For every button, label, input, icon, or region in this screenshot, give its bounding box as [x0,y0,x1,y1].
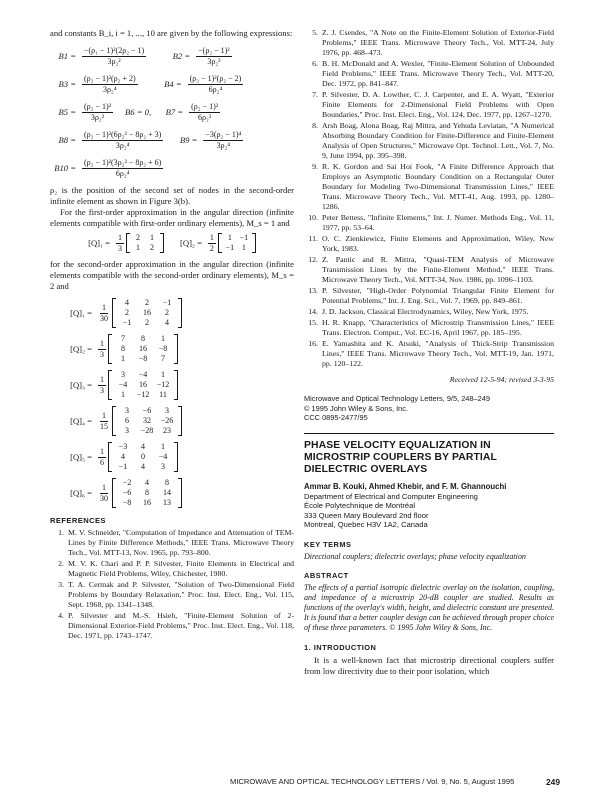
reference-item [304,121,554,161]
reference-item [50,528,294,558]
scalar-fraction [208,233,216,254]
matrix-lhs: [Q]₃ = [70,380,92,390]
footer-journal: MICROWAVE AND OPTICAL TECHNOLOGY LETTERS / Vol. 9, No. 5, August 1995 [230,777,515,786]
numerator: (ρ₂ − 1)²(3ρ₂² − 8ρ₂ + 6) [84,157,162,167]
denominator: 15 [100,421,108,431]
numerator: 1 [100,338,104,348]
reference-text: T. A. Cermak and P. Silvester, "Solution of Two-Dimensional Field Problems by Boundary Relaxation," Proc. Inst. Elect. Eng., Vol. 115, Sept. 1968, pp. 1341–1348. [68,580,294,609]
right-references-list [304,28,554,369]
matrix-cell: 1 [161,334,165,343]
numerator: 1 [102,482,106,492]
matrix-cell: 4 [141,462,145,471]
matrix-cell: −12 [156,380,170,389]
matrix-cell: −8 [158,344,168,353]
reference-number: 10. [308,213,318,222]
reference-number: 5. [312,28,318,37]
numerator: (ρ₂ − 1)²(ρ₂ − 2) [189,73,242,83]
matrix-equation [50,404,294,438]
scalar-fraction [98,447,106,468]
matrix [108,334,178,364]
matrix-cell: 4 [125,298,129,307]
matrix-equation [50,368,294,402]
eq-lhs: B7 = [165,107,184,117]
matrix-cell: 1 [150,233,154,242]
reference-text: J. D. Jackson, Classical Electrodynamics, Wiley, New York, 1975. [322,307,529,316]
matrix-equation [50,332,294,366]
matrix-cell: 1 [227,233,232,242]
denominator: 2 [209,243,214,253]
numerator: 1 [118,232,122,242]
matrix-cell: 16 [143,498,151,507]
equation-block [50,43,294,181]
denominator: 6ρ₂² [198,112,212,122]
matrix-cell: −1 [118,462,128,471]
matrix-cell: −1 [239,233,249,242]
eq-lhs: B3 = [58,79,76,89]
matrix-cell: 0 [141,452,145,461]
matrix-cell: 16 [143,308,151,317]
key-terms-heading: KEY TERMS [304,539,352,549]
matrix-cell: 11 [159,390,167,399]
introduction-text: It is a well-known fact that microstrip directional couplers suffer from low directivity due to their poor isolation, which [304,654,554,676]
reference-item [50,611,294,641]
scalar-fraction [98,303,110,324]
reference-item [304,90,554,120]
reference-item [304,339,554,369]
denominator: 3ρ₂⁴ [216,140,231,150]
denominator: 30 [100,493,108,503]
matrix-lhs: [Q]₁ = [88,238,110,248]
reference-item [304,28,554,58]
numerator: (ρ₂ − 1)² [84,101,112,111]
left-references-list [50,528,294,641]
eq-mid: B6 = 0, [125,107,152,117]
denominator: 30 [100,313,108,323]
matrix-cell: 2 [145,298,149,307]
numerator: −(ρ₂ − 1)² [198,45,230,55]
matrix-cell: −4 [158,452,168,461]
reference-text: R. K. Gordon and Sai Hoi Fook, "A Finite Difference Approach that Employs an Asymptotic Boundary Condition on a Rectangular Outer Boundary for Modeling Two-Dimensional Transmission Lines," IEEE Trans. Microwave Theory Tech., Vol. MTT-41, Aug. 1993, pp. 1280–1286. [322,162,554,211]
numerator: −3(ρ₂ − 1)⁴ [205,129,242,139]
numerator: 1 [100,446,104,456]
matrix [112,406,182,436]
matrix-cell: −28 [140,426,154,435]
matrix-cell: 1 [136,243,140,252]
denominator: 3ρ₂² [90,112,105,122]
fraction [203,130,243,151]
reference-item [50,559,294,579]
reference-text: M. V. Schneider, "Computation of Impedance and Attenuation of TEM-Lines by Finite Difference Methods," IEEE Trans. Microwave Theory Tech., Vol. MTT-13, Nov. 1965, pp. 793–800. [68,528,294,557]
matrix-cell: 14 [163,488,171,497]
matrix [126,233,164,253]
second-order-matrices [50,296,294,510]
matrix-cell: 4 [145,478,149,487]
eq-lhs: B10 = [54,163,76,173]
equation-row [50,127,294,153]
introduction-heading: 1. INTRODUCTION [304,642,377,652]
reference-number: 4. [58,611,64,620]
reference-item [304,162,554,212]
eq-lhs: B5 = [58,107,76,117]
article-title: PHASE VELOCITY EQUALIZATION IN MICROSTRIP COUPLERS BY PARTIAL DIELECTRIC OVERLAYS [304,439,497,475]
matrix-cell: 7 [161,354,165,363]
reference-text: E. Yamashita and K. Atsuki, "Analysis of Thick-Strip Transmission Lines," IEEE Trans. Microwave Theory Tech., Vol. MTT-19, Jan. 1971, pp. 120–122. [322,339,554,368]
fraction [188,74,244,95]
article-authors: Ammar B. Kouki, Ahmed Khebir, and F. M. Ghannouchi [304,481,507,491]
matrix-cell: 13 [163,498,171,507]
matrix-cell: 32 [143,416,151,425]
reference-text: Peter Bettess, "Infinite Elements," Int. J. Numer. Methods Eng., Vol. 11, 1977, pp. 53–64. [322,213,554,232]
numerator: (ρ₂ − 1)² [191,101,219,111]
eq-lhs: B8 = [58,135,76,145]
matrix-lhs: [Q]₂ = [70,344,92,354]
reference-item [304,255,554,285]
reference-item [50,580,294,610]
matrix-cell: 16 [139,380,147,389]
reference-number: 16. [308,339,318,348]
denominator: 6 [100,457,104,467]
matrix-cell: −8 [122,498,132,507]
matrix [112,478,182,508]
denominator: 3 [100,349,104,359]
fraction [82,158,163,179]
matrix-cell: −3 [118,442,128,451]
matrix-cell: 23 [163,426,171,435]
matrix-cell: 1 [241,243,246,252]
matrix-cell: 4 [121,452,125,461]
fraction [82,130,163,151]
page-number: 249 [546,777,560,787]
matrix-cell: 3 [165,406,169,415]
matrix-cell: −1 [162,298,172,307]
fraction [82,102,113,123]
eq-lhs: B9 = [179,135,198,145]
matrix-cell: 2 [136,233,140,242]
matrix-lhs: [Q]₅ = [70,452,92,462]
matrix-cell: 2 [150,243,154,252]
fraction [196,46,232,67]
matrix-cell: 16 [139,344,147,353]
scalar-fraction [98,411,110,432]
reference-text: Z. J. Csendes, "A Note on the Finite-Element Solution of Exterior-Field Problems," IEEE Trans. Microwave Theory Tech., Vol. MTT-24, July 1976, pp. 468–473. [322,28,554,57]
matrix-cell: 8 [141,334,145,343]
affiliation-line: École Polytechnique de Montréal [304,501,416,511]
matrix-cell: 8 [165,478,169,487]
matrix-cell: 1 [121,354,125,363]
matrix-lhs: [Q]₂ = [180,238,202,248]
matrix-cell: −6 [142,406,152,415]
matrix-lhs: [Q]₁ = [70,308,92,318]
denominator: 3ρ₂² [207,56,221,66]
matrix-equation [50,476,294,510]
equation-row [50,155,294,181]
reference-text: Z. Pantic and R. Mittra, "Quasi-TEM Analysis of Microwave Transmission Lines by the Finite-Element Method," IEEE Trans. Microwave Theory Tech., Vol. MTT-34, Nov. 1986, pp. 1096–1103. [322,255,554,284]
reference-number: 11. [308,234,318,243]
abstract-text: The effects of a partial isotropic dielectric overlay on the isolation, coupling, and impedance of a microstrip 20-dB coupler are studied. Results as functions of the overlay's width, height, and dielectric constant are presented. It is found that a better coupler design can be achieved through proper choice of these three parameters. © 1995 John Wiley & Sons, Inc. [304,582,554,632]
reference-item [304,234,554,254]
affiliation-line: Montreal, Quebec H3V 1A2, Canada [304,520,428,530]
eq-lhs: B1 = [58,51,76,61]
abstract-heading: ABSTRACT [304,570,349,580]
divider [304,433,554,434]
journal-line: Microwave and Optical Technology Letters, 9/5, 248–249 [304,394,490,403]
journal-line: CCC 0895-2477/95 [304,413,368,422]
first-order-matrices [50,229,294,257]
matrix-cell: −4 [118,380,128,389]
matrix-cell: −1 [225,243,235,252]
matrix [108,370,178,400]
reference-number: 12. [308,255,318,264]
scalar-fraction [98,339,106,360]
equation-row [50,99,294,125]
numerator: (ρ₂ − 1)²(6ρ₂² − 8ρ₂ + 3) [84,129,162,139]
right-column [304,28,554,677]
matrix-cell: 3 [125,426,129,435]
denominator: 3ρ₂² [107,56,121,66]
matrix [108,442,178,472]
constants-intro: and constants B_i, i = 1, ..., 10 are given by the following expressions: [50,28,293,38]
matrix-cell: −1 [122,318,132,327]
matrix [218,233,256,253]
reference-item [304,286,554,306]
matrix-lhs: [Q]₄ = [70,416,92,426]
denominator: 3ρ₂⁴ [115,140,130,150]
fraction [189,102,220,123]
second-order-paragraph: for the second-order approximation in the angular direction (infinite elements compatible with the second-order ordinary elements), M_s = 2 and [50,259,294,291]
numerator: 1 [209,232,214,242]
matrix-cell: −26 [160,416,174,425]
scalar-fraction [98,375,106,396]
numerator: 1 [100,374,104,384]
denominator: 3ρ₂⁴ [103,84,117,94]
reference-text: P. Silvester, "High-Order Polynomial Triangular Finite Element for Potential Problems," Int. J. Eng. Sci., Vol. 7, 1969, pp. 849–861. [322,286,554,305]
denominator: 3 [100,385,104,395]
key-terms: Directional couplers; dielectric overlays; phase velocity equalization [304,551,526,561]
reference-number: 2. [58,559,64,568]
matrix-cell: 1 [161,442,165,451]
reference-item [304,59,554,89]
matrix-cell: 2 [165,308,169,317]
scalar-fraction [116,233,124,254]
reference-text: M. V. K. Chari and P. P. Silvester, Finite Elements in Electrical and Magnetic Field Problems, Wiley, Chichester, 1980. [68,559,294,578]
fraction [82,46,146,67]
rho-note: ρ₂ is the position of the second set of nodes in the second-order infinite element as shown in Figure 3(b). [50,185,294,206]
matrix-cell: 4 [165,318,169,327]
reference-number: 8. [312,121,318,130]
denominator: 6ρ₂⁴ [208,84,223,94]
reference-number: 7. [312,90,318,99]
matrix-cell: 4 [141,442,145,451]
journal-line: © 1995 John Wiley & Sons, Inc. [304,403,409,413]
matrix-cell: 8 [145,488,149,497]
reference-number: 3. [58,580,64,589]
reference-text: Arsh Boag, Alona Boag, Raj Mittra, and Yehuda Leviatan, "A Numerical Absorbing Boundary Condition for Finite-Difference and Finite-Element Analysis of Open Structures," Microwave Opt. Technol. Lett., Vol. 7, No. 9, June 1994, pp. 395–398. [322,121,554,160]
reference-number: 6. [312,59,318,68]
matrix-cell: 1 [121,390,125,399]
page-footer [230,777,560,787]
scalar-fraction [98,483,110,504]
reference-number: 9. [312,162,318,171]
reference-number: 14. [308,307,318,316]
reference-item [304,307,554,317]
reference-text: O. C. Zienkiewicz, Finite Elements and Approximation, Wiley, New York, 1983. [322,234,554,253]
fraction [82,74,138,95]
reference-text: P. Silvester, D. A. Lowther, C. J. Carpenter, and E. A. Wyatt, "Exterior Finite Elements for 2-Dimensional Field Problems with Open Boundaries," Proc. Inst. Elect. Eng., Vol. 124, Dec. 1977, pp. 1267–1270. [322,90,554,119]
affiliation-line: Department of Electrical and Computer Engineering [304,491,478,501]
matrix-cell: −2 [122,478,132,487]
first-order-paragraph: For the first-order approximation in the angular direction (infinite elements compatible with first-order ordinary elements), M_s = 1 and [50,207,294,228]
numerator: −(ρ₁ − 1)²(2ρ₂ − 1) [84,45,145,55]
matrix [112,298,182,328]
eq-lhs: B4 = [164,79,182,89]
reference-text: B. H. McDonald and A. Wexler, "Finite-Element Solution of Unbounded Field Problems," IEEE Trans. Microwave Theory Tech., Vol. MTT-20, Dec. 1972, pp. 841–847. [322,59,554,88]
eq-lhs: B2 = [172,51,191,61]
reference-number: 1. [58,528,64,537]
matrix-cell: 2 [145,318,149,327]
numerator: 1 [102,410,106,420]
matrix-cell: 3 [121,370,125,379]
numerator: (ρ₂ − 1)²(ρ₂ + 2) [84,73,136,83]
reference-number: 13. [308,286,318,295]
matrix-lhs: [Q]₆ = [70,488,92,498]
denominator: 6ρ₂⁴ [115,168,130,178]
matrix-cell: 6 [125,416,129,425]
matrix-cell: 8 [121,344,125,353]
matrix-cell: −8 [138,354,148,363]
equation-row [50,43,294,69]
affiliation-line: 333 Queen Mary Boulevard 2nd floor [304,510,429,520]
numerator: 1 [102,302,106,312]
matrix-equation [50,296,294,330]
matrix-cell: −6 [122,488,132,497]
matrix-cell: 1 [161,370,165,379]
reference-number: 15. [308,318,318,327]
matrix-cell: 3 [125,406,129,415]
received-dates: Received 12-5-94; revised 3-3-95 [449,375,554,384]
matrix-cell: −4 [138,370,148,379]
denominator: 3 [118,243,122,253]
references-heading: REFERENCES [50,516,106,525]
matrix-equation [50,440,294,474]
reference-item [304,213,554,233]
matrix-cell: 7 [121,334,125,343]
reference-text: P. Silvester and M.-S. Hsieh, "Finite-Element Solution of 2-Dimensional Exterior-Field Problems," Proc. Inst. Elect. Eng., Vol. 118, Dec. 1971, pp. 1743–1747. [68,611,294,640]
reference-item [304,318,554,338]
left-column [50,28,294,642]
matrix-cell: 3 [161,462,165,471]
matrix-cell: −12 [136,390,150,399]
matrix-cell: 2 [125,308,129,317]
reference-text: H. R. Knapp, "Characteristics of Microstrip Transmission Lines," IEEE Trans. Electron. Comput., Vol. EC-16, April 1967, pp. 185–195. [322,318,554,337]
equation-row [50,71,294,97]
